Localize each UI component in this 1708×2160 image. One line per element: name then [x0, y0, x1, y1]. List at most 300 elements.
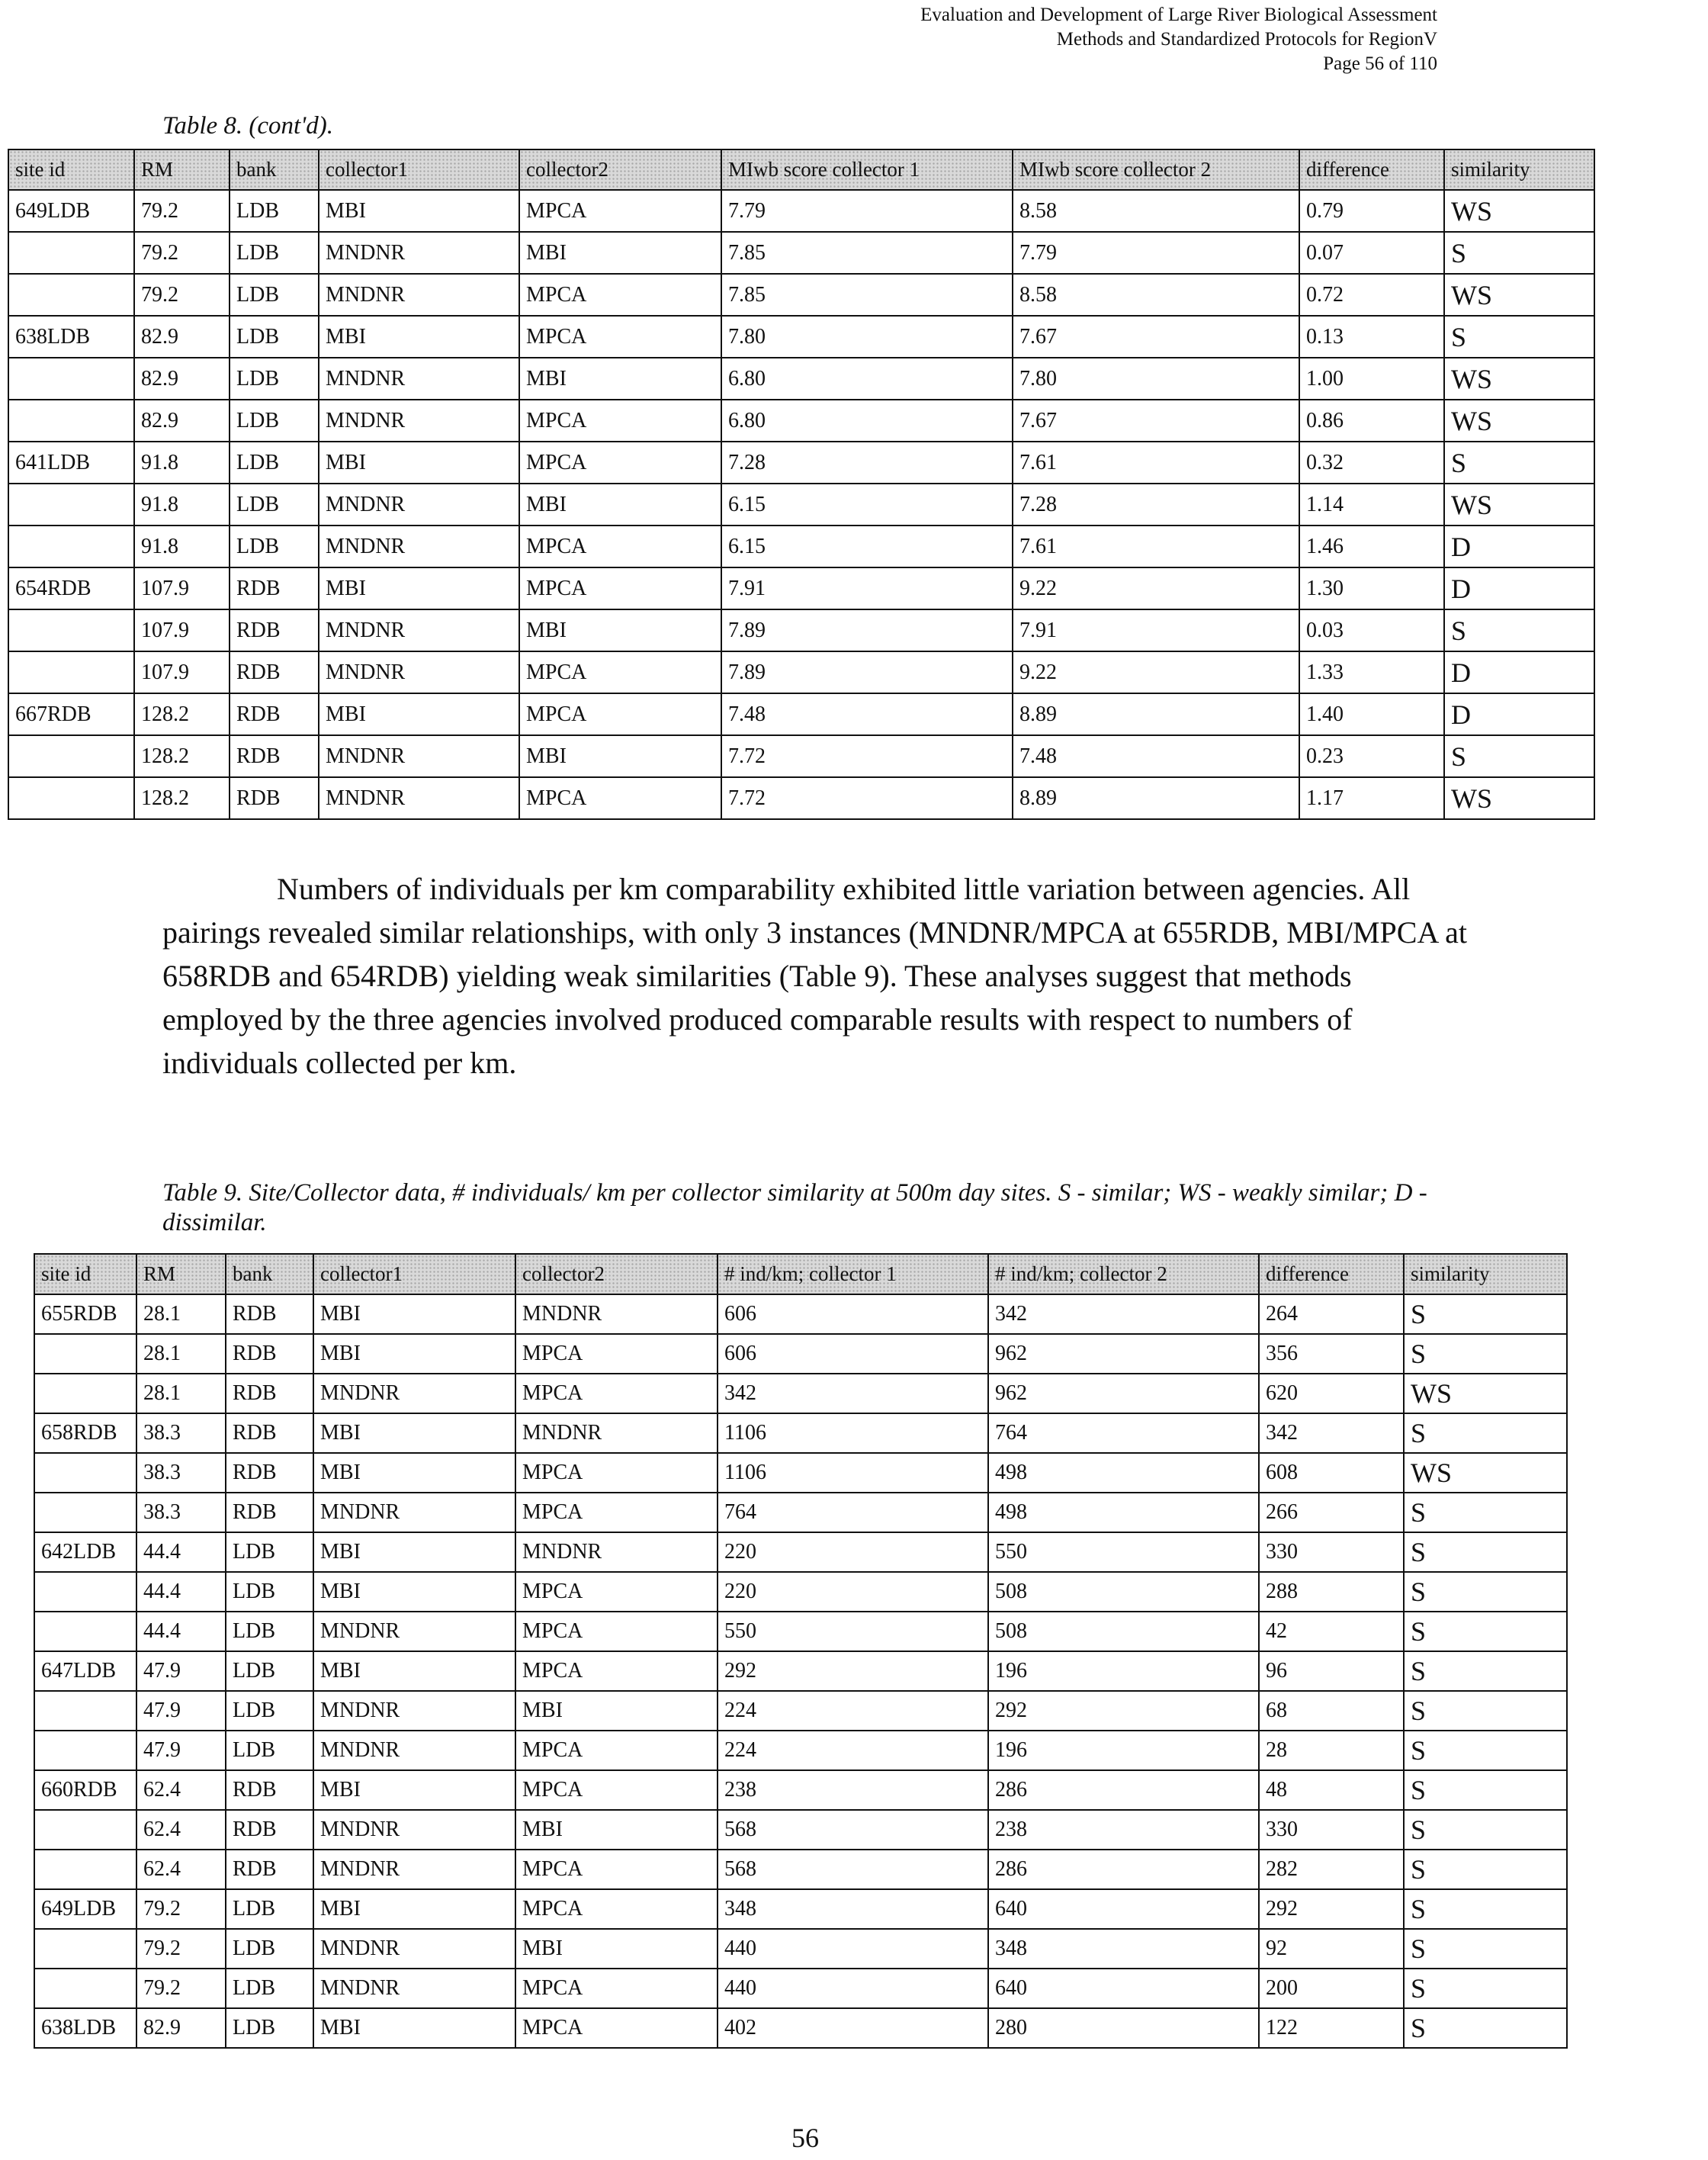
table-cell: 8.58 — [1013, 190, 1299, 232]
table-cell: D — [1444, 693, 1594, 735]
table-cell: MBI — [319, 693, 519, 735]
table-cell: 44.4 — [136, 1612, 226, 1651]
table-cell: S — [1404, 1612, 1567, 1651]
table-cell: MBI — [313, 1294, 515, 1334]
table-cell: 47.9 — [136, 1731, 226, 1770]
table-cell: MNDNR — [319, 651, 519, 693]
column-header: similarity — [1404, 1254, 1567, 1294]
table-9 — [34, 1253, 1568, 2049]
table-cell: 282 — [1259, 1850, 1404, 1889]
table-row — [8, 526, 1594, 567]
table-cell: MNDNR — [515, 1532, 718, 1572]
table-cell: MBI — [519, 484, 721, 526]
table-cell — [34, 1374, 136, 1413]
table-cell: MBI — [313, 2008, 515, 2048]
table-cell: 655RDB — [34, 1294, 136, 1334]
table-cell: MPCA — [515, 1572, 718, 1612]
table-cell: 402 — [718, 2008, 988, 2048]
column-header: # ind/km; collector 2 — [988, 1254, 1259, 1294]
body-paragraph — [162, 867, 1474, 1085]
table-cell: MBI — [519, 232, 721, 274]
column-header: site id — [8, 149, 134, 190]
table-cell: MPCA — [519, 693, 721, 735]
table-cell: 9.22 — [1013, 651, 1299, 693]
table-cell: 82.9 — [134, 358, 230, 400]
table-cell: 638LDB — [34, 2008, 136, 2048]
table-cell: LDB — [226, 1532, 313, 1572]
column-header: collector2 — [519, 149, 721, 190]
table-cell: 7.89 — [721, 651, 1013, 693]
column-header: site id — [34, 1254, 136, 1294]
table-cell: MPCA — [515, 2008, 718, 2048]
table-cell: 107.9 — [134, 609, 230, 651]
table-cell: MBI — [519, 358, 721, 400]
table-cell: 292 — [988, 1691, 1259, 1731]
table-row — [34, 1572, 1567, 1612]
table-cell: MNDNR — [313, 1850, 515, 1889]
table-cell: 28 — [1259, 1731, 1404, 1770]
table-cell: MBI — [313, 1453, 515, 1493]
table-row — [34, 1810, 1567, 1850]
table-cell: 640 — [988, 1889, 1259, 1929]
table-cell: 568 — [718, 1810, 988, 1850]
table-cell: MNDNR — [313, 1493, 515, 1532]
table-cell — [8, 358, 134, 400]
column-header: similarity — [1444, 149, 1594, 190]
table-cell: LDB — [230, 316, 319, 358]
table-cell: 440 — [718, 1929, 988, 1969]
table-cell: 608 — [1259, 1453, 1404, 1493]
table-row — [8, 316, 1594, 358]
table-cell — [34, 1334, 136, 1374]
table-cell: 550 — [718, 1612, 988, 1651]
table-cell: 342 — [1259, 1413, 1404, 1453]
table-cell: 79.2 — [134, 274, 230, 316]
table-row — [34, 2008, 1567, 2048]
table-cell: 238 — [718, 1770, 988, 1810]
table-cell: MPCA — [519, 442, 721, 484]
table-cell: 42 — [1259, 1612, 1404, 1651]
table-cell: 606 — [718, 1294, 988, 1334]
table-cell: 498 — [988, 1493, 1259, 1532]
table-cell: MBI — [313, 1413, 515, 1453]
table-cell: 220 — [718, 1532, 988, 1572]
table-cell: MNDNR — [319, 735, 519, 777]
table-cell: 641LDB — [8, 442, 134, 484]
table-cell: WS — [1444, 190, 1594, 232]
table-cell: 220 — [718, 1572, 988, 1612]
table-cell: 9.22 — [1013, 567, 1299, 609]
table-cell: LDB — [226, 1889, 313, 1929]
table-cell: RDB — [226, 1850, 313, 1889]
table-cell: MBI — [319, 442, 519, 484]
table-cell: 6.15 — [721, 526, 1013, 567]
column-header: MIwb score collector 2 — [1013, 149, 1299, 190]
table-cell: 1.30 — [1299, 567, 1444, 609]
table-cell — [8, 735, 134, 777]
table-cell: 356 — [1259, 1334, 1404, 1374]
table-cell: 7.89 — [721, 609, 1013, 651]
table-cell: MPCA — [515, 1889, 718, 1929]
table-row — [8, 400, 1594, 442]
table-row — [8, 693, 1594, 735]
table-cell: MNDNR — [313, 1810, 515, 1850]
table-cell: 7.61 — [1013, 442, 1299, 484]
table-cell: S — [1404, 1731, 1567, 1770]
table-cell: 7.85 — [721, 274, 1013, 316]
table-cell: 0.32 — [1299, 442, 1444, 484]
table-cell: 0.07 — [1299, 232, 1444, 274]
table-cell: S — [1404, 1294, 1567, 1334]
table-cell: 128.2 — [134, 777, 230, 819]
table-cell — [34, 1691, 136, 1731]
table-cell: 440 — [718, 1969, 988, 2008]
table-cell: 196 — [988, 1651, 1259, 1691]
table-cell: WS — [1444, 484, 1594, 526]
table-cell: MNDNR — [319, 358, 519, 400]
table-cell: 0.23 — [1299, 735, 1444, 777]
table-cell: MPCA — [515, 1969, 718, 2008]
table-cell: WS — [1404, 1453, 1567, 1493]
table-cell: 292 — [718, 1651, 988, 1691]
table-cell: 660RDB — [34, 1770, 136, 1810]
table-cell: 638LDB — [8, 316, 134, 358]
table-cell: 82.9 — [136, 2008, 226, 2048]
table-row — [34, 1731, 1567, 1770]
table-cell: MBI — [313, 1651, 515, 1691]
table-cell: MPCA — [515, 1850, 718, 1889]
table-cell: S — [1404, 1413, 1567, 1453]
table-cell: MNDNR — [313, 1691, 515, 1731]
table-cell — [8, 526, 134, 567]
table-cell: MBI — [319, 567, 519, 609]
table-cell: 550 — [988, 1532, 1259, 1572]
table-cell: MNDNR — [319, 484, 519, 526]
table-cell: MNDNR — [313, 1374, 515, 1413]
table-cell: 7.91 — [721, 567, 1013, 609]
table-cell: MPCA — [515, 1651, 718, 1691]
table-cell: 330 — [1259, 1532, 1404, 1572]
table-cell: LDB — [226, 2008, 313, 2048]
table-cell: RDB — [230, 567, 319, 609]
table-cell: 568 — [718, 1850, 988, 1889]
table-cell: 7.67 — [1013, 316, 1299, 358]
table-cell: 79.2 — [136, 1889, 226, 1929]
table-cell: RDB — [230, 735, 319, 777]
table-cell: LDB — [226, 1651, 313, 1691]
table-cell: 0.72 — [1299, 274, 1444, 316]
table-cell: 286 — [988, 1770, 1259, 1810]
table-cell: MNDNR — [319, 526, 519, 567]
table-cell: 348 — [718, 1889, 988, 1929]
table-cell: 7.28 — [1013, 484, 1299, 526]
table-cell: RDB — [226, 1493, 313, 1532]
table-cell: MPCA — [519, 526, 721, 567]
table-row — [34, 1850, 1567, 1889]
table-cell: 62.4 — [136, 1850, 226, 1889]
header-line-3: Page 56 of 110 — [1323, 53, 1437, 74]
table-cell: 128.2 — [134, 693, 230, 735]
table-cell: 7.79 — [721, 190, 1013, 232]
table-cell: LDB — [230, 232, 319, 274]
column-header: difference — [1299, 149, 1444, 190]
table-row — [8, 358, 1594, 400]
table-cell: 264 — [1259, 1294, 1404, 1334]
body-paragraph-text: Numbers of individuals per km comparability exhibited little variation between agencies. All pairings revealed similar relationships, with only 3 instances (MNDNR/MPCA at 655RDB, MBI/MPCA at 658RDB and 654RDB) yielding weak similarities (Table 9). These analyses suggest that methods employed by the three agencies involved produced comparable results with respect to numbers of individuals collected per km. — [162, 872, 1468, 1080]
table-cell: 764 — [718, 1493, 988, 1532]
table-9-header-row — [34, 1254, 1567, 1294]
table-cell: LDB — [226, 1929, 313, 1969]
table-cell: 79.2 — [136, 1969, 226, 2008]
table-cell: MPCA — [515, 1731, 718, 1770]
table-cell: 28.1 — [136, 1294, 226, 1334]
table-cell: LDB — [226, 1572, 313, 1612]
table-cell: 7.61 — [1013, 526, 1299, 567]
table-cell: RDB — [226, 1334, 313, 1374]
table-cell: 620 — [1259, 1374, 1404, 1413]
table-cell: 47.9 — [136, 1691, 226, 1731]
column-header: bank — [230, 149, 319, 190]
table-cell: 0.13 — [1299, 316, 1444, 358]
table-cell: MNDNR — [515, 1294, 718, 1334]
table-cell: 0.79 — [1299, 190, 1444, 232]
table-cell: MNDNR — [515, 1413, 718, 1453]
table-cell: MNDNR — [319, 274, 519, 316]
table-row — [34, 1612, 1567, 1651]
table-cell: MPCA — [519, 190, 721, 232]
table-cell: 92 — [1259, 1929, 1404, 1969]
table-cell: 48 — [1259, 1770, 1404, 1810]
table-cell: MBI — [313, 1572, 515, 1612]
table-cell: RDB — [226, 1413, 313, 1453]
table-row — [34, 1929, 1567, 1969]
table-cell: S — [1404, 1532, 1567, 1572]
table-cell — [8, 609, 134, 651]
table-cell: D — [1444, 526, 1594, 567]
table-cell: RDB — [226, 1810, 313, 1850]
table-cell: MPCA — [519, 777, 721, 819]
table-cell: MNDNR — [319, 232, 519, 274]
column-header: collector1 — [319, 149, 519, 190]
table-row — [8, 735, 1594, 777]
table-cell — [8, 651, 134, 693]
table-cell: 654RDB — [8, 567, 134, 609]
table-row — [34, 1651, 1567, 1691]
table-cell: 7.80 — [721, 316, 1013, 358]
table-cell — [8, 484, 134, 526]
table-cell: S — [1404, 1969, 1567, 2008]
table-cell: 79.2 — [136, 1929, 226, 1969]
table-cell: MBI — [313, 1532, 515, 1572]
table-cell — [34, 1453, 136, 1493]
column-header: bank — [226, 1254, 313, 1294]
table-cell: 8.89 — [1013, 777, 1299, 819]
table-cell: LDB — [230, 526, 319, 567]
table-cell: 640 — [988, 1969, 1259, 2008]
table-cell: S — [1404, 1810, 1567, 1850]
table-cell: 91.8 — [134, 484, 230, 526]
table-cell — [8, 274, 134, 316]
column-header: collector2 — [515, 1254, 718, 1294]
table-cell: LDB — [230, 442, 319, 484]
table-cell: 342 — [988, 1294, 1259, 1334]
table-cell: 508 — [988, 1612, 1259, 1651]
table-cell — [34, 1731, 136, 1770]
table-cell: MNDNR — [319, 777, 519, 819]
table-cell: D — [1444, 567, 1594, 609]
table-cell: 224 — [718, 1731, 988, 1770]
table-cell: WS — [1404, 1374, 1567, 1413]
table-9-body — [34, 1294, 1567, 2048]
table-cell: 606 — [718, 1334, 988, 1374]
table-8-body — [8, 190, 1594, 819]
table-cell: 642LDB — [34, 1532, 136, 1572]
table-cell: MBI — [515, 1929, 718, 1969]
table-row — [34, 1493, 1567, 1532]
table-cell: 962 — [988, 1334, 1259, 1374]
table-cell: 224 — [718, 1691, 988, 1731]
table-cell: S — [1444, 232, 1594, 274]
table-cell: 107.9 — [134, 567, 230, 609]
table-cell: 6.15 — [721, 484, 1013, 526]
table-cell: S — [1404, 1889, 1567, 1929]
column-header: collector1 — [313, 1254, 515, 1294]
table-row — [34, 1374, 1567, 1413]
table-cell: 7.72 — [721, 735, 1013, 777]
table-cell: S — [1444, 609, 1594, 651]
table-cell: 0.86 — [1299, 400, 1444, 442]
table-cell: 1.33 — [1299, 651, 1444, 693]
column-header: RM — [134, 149, 230, 190]
table-cell: RDB — [230, 693, 319, 735]
table-cell: 38.3 — [136, 1413, 226, 1453]
table-cell: WS — [1444, 274, 1594, 316]
table-cell: MNDNR — [313, 1731, 515, 1770]
table-cell: MPCA — [515, 1493, 718, 1532]
table-cell: MBI — [313, 1334, 515, 1374]
table-row — [34, 1334, 1567, 1374]
header-line-2: Methods and Standardized Protocols for RegionV — [1056, 29, 1437, 50]
table-cell: MBI — [313, 1889, 515, 1929]
table-cell: MPCA — [519, 400, 721, 442]
table-cell: S — [1404, 1572, 1567, 1612]
table-cell — [8, 232, 134, 274]
table-cell: S — [1444, 442, 1594, 484]
table-cell: 7.91 — [1013, 609, 1299, 651]
table-cell: LDB — [226, 1691, 313, 1731]
running-header — [920, 3, 1437, 76]
table-cell: S — [1404, 1929, 1567, 1969]
table-9-caption: Table 9. Site/Collector data, # individuals/ km per collector similarity at 500m day sites. S - similar; WS - weakly similar; D - dissimilar. — [162, 1179, 1427, 1236]
table-cell: RDB — [226, 1770, 313, 1810]
column-header: difference — [1259, 1254, 1404, 1294]
table-cell: 28.1 — [136, 1334, 226, 1374]
table-cell: 7.72 — [721, 777, 1013, 819]
table-cell: 200 — [1259, 1969, 1404, 2008]
table-cell: MPCA — [519, 651, 721, 693]
table-cell: 96 — [1259, 1651, 1404, 1691]
table-cell: 238 — [988, 1810, 1259, 1850]
column-header: # ind/km; collector 1 — [718, 1254, 988, 1294]
table-cell — [8, 777, 134, 819]
table-cell: 330 — [1259, 1810, 1404, 1850]
page-number: 56 — [791, 2123, 819, 2153]
table-cell — [8, 400, 134, 442]
table-cell: MNDNR — [313, 1929, 515, 1969]
column-header: MIwb score collector 1 — [721, 149, 1013, 190]
table-row — [8, 442, 1594, 484]
table-cell: 79.2 — [134, 190, 230, 232]
table-cell: WS — [1444, 400, 1594, 442]
table-row — [34, 1413, 1567, 1453]
table-cell — [34, 1929, 136, 1969]
table-cell: 288 — [1259, 1572, 1404, 1612]
table-cell: LDB — [226, 1969, 313, 2008]
table-cell: 7.85 — [721, 232, 1013, 274]
table-cell: MNDNR — [313, 1612, 515, 1651]
table-cell: MPCA — [519, 316, 721, 358]
table-cell: 667RDB — [8, 693, 134, 735]
table-cell: LDB — [230, 484, 319, 526]
table-cell: 1.00 — [1299, 358, 1444, 400]
table-cell: 1.17 — [1299, 777, 1444, 819]
table-cell: LDB — [230, 190, 319, 232]
table-cell: 68 — [1259, 1691, 1404, 1731]
table-cell: 107.9 — [134, 651, 230, 693]
table-cell: 91.8 — [134, 526, 230, 567]
table-cell: 44.4 — [136, 1572, 226, 1612]
table-cell: 79.2 — [134, 232, 230, 274]
table-row — [34, 1889, 1567, 1929]
table-cell: MBI — [319, 316, 519, 358]
table-cell — [34, 1969, 136, 2008]
table-cell — [34, 1810, 136, 1850]
table-cell: MPCA — [519, 274, 721, 316]
table-cell: 196 — [988, 1731, 1259, 1770]
table-row — [8, 777, 1594, 819]
table-cell: LDB — [230, 400, 319, 442]
table-cell: 348 — [988, 1929, 1259, 1969]
table-row — [8, 274, 1594, 316]
table-cell: RDB — [226, 1294, 313, 1334]
table-row — [8, 232, 1594, 274]
table-cell — [34, 1612, 136, 1651]
table-cell: RDB — [230, 651, 319, 693]
table-cell: MBI — [313, 1770, 515, 1810]
table-cell: 962 — [988, 1374, 1259, 1413]
table-cell: RDB — [230, 777, 319, 819]
table-cell: 82.9 — [134, 400, 230, 442]
table-row — [34, 1691, 1567, 1731]
table-cell: 6.80 — [721, 358, 1013, 400]
table-cell — [34, 1493, 136, 1532]
table-cell: MPCA — [519, 567, 721, 609]
table-cell: MPCA — [515, 1770, 718, 1810]
table-cell: 292 — [1259, 1889, 1404, 1929]
table-cell: MPCA — [515, 1374, 718, 1413]
table-cell: 28.1 — [136, 1374, 226, 1413]
table-cell: D — [1444, 651, 1594, 693]
table-cell: 1.46 — [1299, 526, 1444, 567]
table-cell: 280 — [988, 2008, 1259, 2048]
table-cell: MPCA — [515, 1334, 718, 1374]
table-row — [34, 1532, 1567, 1572]
table-cell: 647LDB — [34, 1651, 136, 1691]
table-cell: MNDNR — [319, 400, 519, 442]
header-line-1: Evaluation and Development of Large River Biological Assessment — [920, 5, 1437, 25]
table-cell: S — [1404, 1334, 1567, 1374]
table-cell: MBI — [515, 1810, 718, 1850]
